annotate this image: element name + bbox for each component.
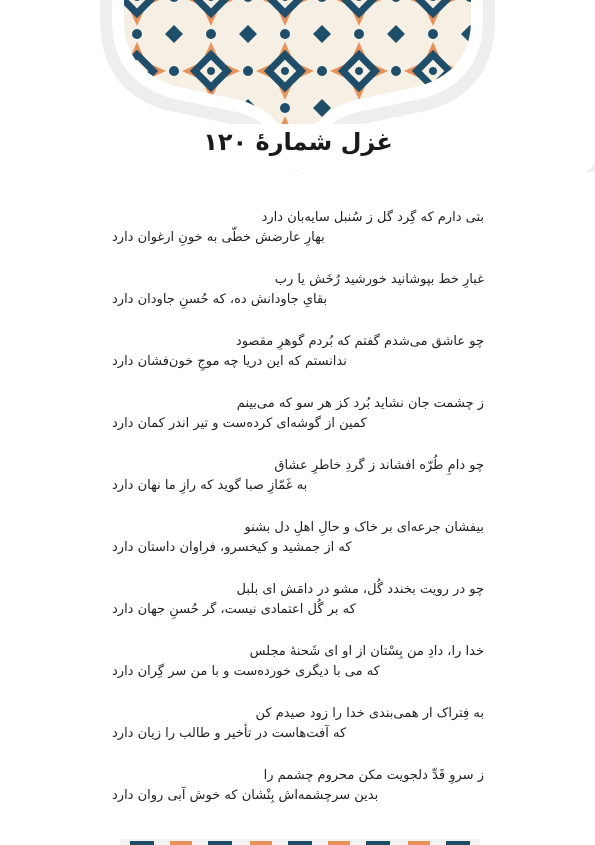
couplet — [112, 704, 484, 766]
couplet — [112, 642, 484, 704]
first-hemistich: چو دامِ طُرّه افشاند ز گردِ خاطرِ عشاق — [274, 458, 484, 473]
second-hemistich: کمین از گوشه‌ای کرده‌ست و تیر اندر کمان دارد — [112, 416, 367, 431]
second-hemistich: بقایِ جاودانش ده، که حُسنِ جاودان دارد — [112, 292, 328, 307]
second-hemistich: به غَمّازِ صبا گوید که رازِ ما نهان دارد — [112, 478, 308, 493]
first-hemistich: چو عاشق می‌شدم گفتم که بُردم گوهرِ مقصود — [235, 334, 484, 349]
first-hemistich: غبارِ خط بپوشانید خورشید رُخَش یا رب — [274, 272, 484, 287]
first-hemistich: بیفشان جرعه‌ای بر خاک و حالِ اهلِ دل بشنو — [244, 520, 484, 535]
first-hemistich: خدا را، دادِ من بِسْتان از او ای شَحنهٔ مجلس — [249, 644, 484, 659]
couplet — [112, 208, 484, 270]
second-hemistich: بهارِ عارضش خطّی به خونِ ارغوان دارد — [112, 230, 325, 245]
page-title: غزل شمارهٔ ۱۲۰ — [203, 128, 393, 156]
decorative-corner-mark — [585, 162, 595, 172]
couplet — [112, 580, 484, 642]
couplet — [112, 766, 484, 828]
first-hemistich: به فِتراک ار همی‌بندی خدا را زود صیدم کن — [255, 706, 484, 721]
second-hemistich: که می با دیگری خورده‌ست و با من سر گِران دارد — [112, 664, 380, 679]
second-hemistich: که از جمشید و کیخسرو، فراوان داستان دارد — [112, 540, 352, 555]
first-hemistich: ز سروِ قَدِّ دلجویت مکن محروم چشمم را — [263, 768, 484, 783]
first-hemistich: چو در رویت بخندد گُل، مشو در دامَش ای بلبل — [236, 582, 484, 597]
couplet — [112, 456, 484, 518]
second-hemistich: بدین سرچشمه‌اش بِنْشان که خوش آبی روان دارد — [112, 788, 379, 803]
first-hemistich: ز چشمت جان نشاید بُرد کز هر سو که می‌بینم — [236, 396, 484, 411]
first-hemistich: بتی دارم که گِرد گل ز سُنبل سایه‌بان دارد — [261, 210, 484, 225]
second-hemistich: که بر گُل اعتمادی نیست، گر حُسنِ جهان دارد — [112, 602, 356, 617]
couplet — [112, 270, 484, 332]
second-hemistich: که آفت‌هاست در تأخیر و طالب را زیان دارد — [112, 726, 347, 741]
couplet — [112, 518, 484, 580]
second-hemistich: ندانستم که این دریا چه موجِ خون‌فشان دارد — [112, 354, 347, 369]
couplet — [112, 394, 484, 456]
poem-body — [112, 208, 484, 828]
couplet — [112, 332, 484, 394]
decorative-tile-footer — [120, 835, 480, 845]
